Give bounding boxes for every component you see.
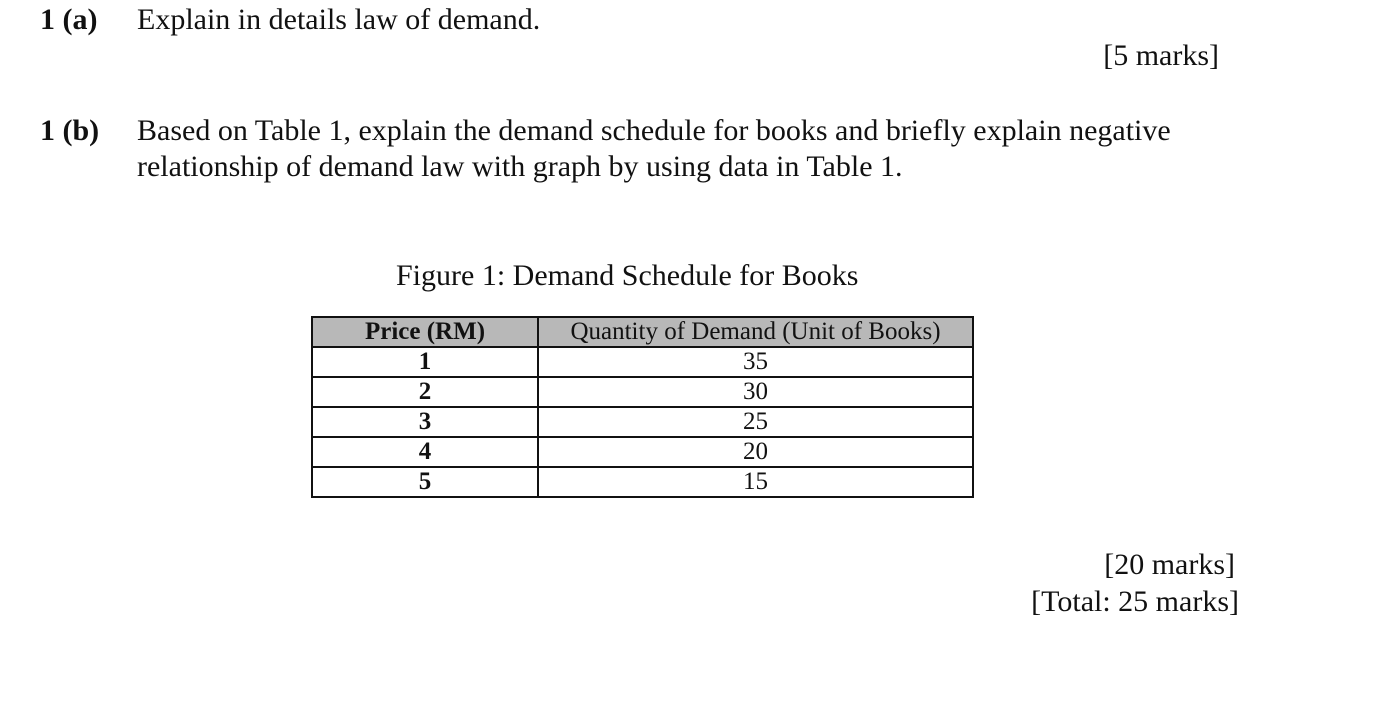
- price-cell: 1: [312, 347, 538, 377]
- price-cell: 3: [312, 407, 538, 437]
- question-1b-text-line1: Based on Table 1, explain the demand schedule for books and briefly explain negative: [137, 114, 1171, 147]
- quantity-cell: 30: [538, 377, 973, 407]
- table-row: [312, 407, 973, 437]
- price-cell: 2: [312, 377, 538, 407]
- demand-schedule-table: [311, 316, 974, 498]
- quantity-cell: 35: [538, 347, 973, 377]
- figure-caption: Figure 1: Demand Schedule for Books: [396, 259, 859, 292]
- question-1a-marks: [5 marks]: [1103, 39, 1219, 72]
- price-cell: 5: [312, 467, 538, 497]
- quantity-cell: 20: [538, 437, 973, 467]
- question-1b-marks: [20 marks]: [1104, 548, 1235, 581]
- price-cell: 4: [312, 437, 538, 467]
- total-marks: [Total: 25 marks]: [1031, 585, 1239, 618]
- question-1b-number: 1 (b): [40, 114, 100, 147]
- question-1b-text-line2: relationship of demand law with graph by using data in Table 1.: [137, 150, 903, 183]
- quantity-cell: 25: [538, 407, 973, 437]
- table-header-row: [312, 317, 973, 347]
- table-row: [312, 467, 973, 497]
- quantity-cell: 15: [538, 467, 973, 497]
- price-column-header: Price (RM): [312, 317, 538, 347]
- quantity-column-header: Quantity of Demand (Unit of Books): [538, 317, 973, 347]
- table-row: [312, 437, 973, 467]
- table-row: [312, 347, 973, 377]
- question-1a-text: Explain in details law of demand.: [137, 3, 541, 36]
- table-row: [312, 377, 973, 407]
- question-1a-number: 1 (a): [40, 3, 98, 36]
